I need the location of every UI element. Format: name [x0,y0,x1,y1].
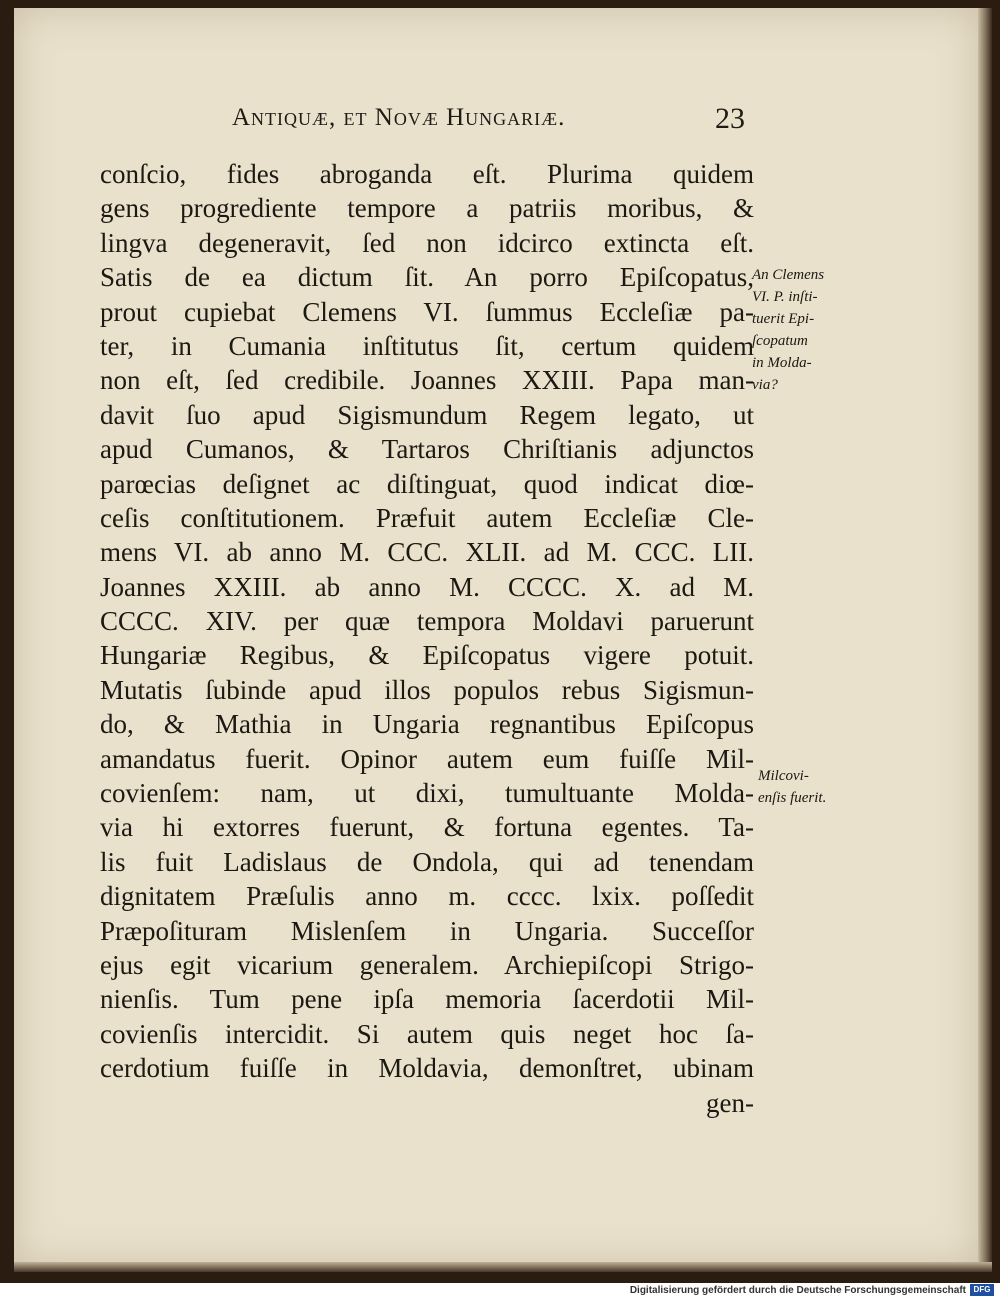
text-line: Mutatis ſubinde apud illos populos rebus Sigismun- [100,674,754,705]
text-line: ter, in Cumania inſtitutus ſit, certum quidem [100,330,754,361]
text-line: do, & Mathia in Ungaria regnantibus Epiſcopus [100,709,754,740]
marginal-line: in Molda- [752,355,812,371]
text-line: nienſis. Tum pene ipſa memoria ſacerdotii Mil- [100,984,754,1015]
marginal-line: via? [752,377,778,393]
text-line: Præpoſituram Mislenſem in Ungaria. Succeſſor [100,915,754,946]
marginal-line: Milcovi- [758,768,809,784]
text-line: via hi extorres fuerunt, & fortuna egentes. Ta- [100,812,754,843]
text-line: CCCC. XIV. per quæ tempora Moldavi paruerunt [100,606,754,637]
marginal-line: tuerit Epi- [752,311,815,327]
text-line: ejus egit vicarium generalem. Archiepiſcopi Strigo- [100,949,754,980]
text-line: davit ſuo apud Sigismundum Regem legato, ut [100,399,754,430]
text-line: Hungariæ Regibus, & Epiſcopatus vigere potuit. [100,640,754,671]
text-line: mens VI. ab anno M. CCC. XLII. ad M. CCC. LII. [100,537,754,568]
page-edge-right [978,8,992,1266]
running-head: Antiquæ, et Novæ Hungariæ. [232,104,566,131]
page-number: 23 [715,102,745,135]
text-line: amandatus fuerit. Opinor autem eum fuiſſe Mil- [100,743,754,774]
text-line: apud Cumanos, & Tartaros Chriſtianis adjunctos [100,434,754,465]
catchword: gen- [706,1087,754,1118]
text-line: prout cupiebat Clemens VI. ſummus Eccleſiæ pa- [100,296,754,327]
marginal-note-milcoviensis [758,765,850,809]
text-line: parœcias deſignet ac diſtinguat, quod indicat diœ- [100,468,754,499]
page-edge-bottom [14,1262,992,1272]
dfg-logo: DFG [970,1284,994,1296]
text-line: cerdotium fuiſſe in Moldavia, demonſtret, ubinam [100,1053,754,1084]
marginal-line: ſcopatum [752,333,808,349]
text-line: dignitatem Præſulis anno m. cccc. lxix. poſſedit [100,881,754,912]
text-line: Joannes XXIII. ab anno M. CCCC. X. ad M. [100,571,754,602]
text-line: covienſem: nam, ut dixi, tumultuante Molda- [100,778,754,809]
text-line: conſcio, fides abroganda eſt. Plurima quidem [100,159,754,189]
marginal-line: An Clemens [752,267,825,283]
funding-credit: Digitalisierung gefördert durch die Deutsche Forschungsgemeinschaft [629,1285,966,1296]
marginal-note-clemens [752,264,848,396]
text-line: lis fuit Ladislaus de Ondola, qui ad tenendam [100,846,754,877]
body-text [100,157,754,1120]
text-line: non eſt, ſed credibile. Joannes XXIII. Papa man- [100,365,754,396]
text-line: lingva degeneravit, ſed non idcirco extincta eſt. [100,227,754,258]
text-line: ceſis conſtitutionem. Præfuit autem Eccleſiæ Cle- [100,502,754,533]
marginal-line: VI. P. inſti- [752,289,818,305]
text-line: Satis de ea dictum ſit. An porro Epiſcopatus, [100,262,754,293]
text-line: gens progrediente tempore a patriis moribus, & [100,193,754,224]
text-line: covienſis intercidit. Si autem quis neget hoc ſa- [100,1018,754,1049]
marginal-line: enſis fuerit. [758,790,827,806]
